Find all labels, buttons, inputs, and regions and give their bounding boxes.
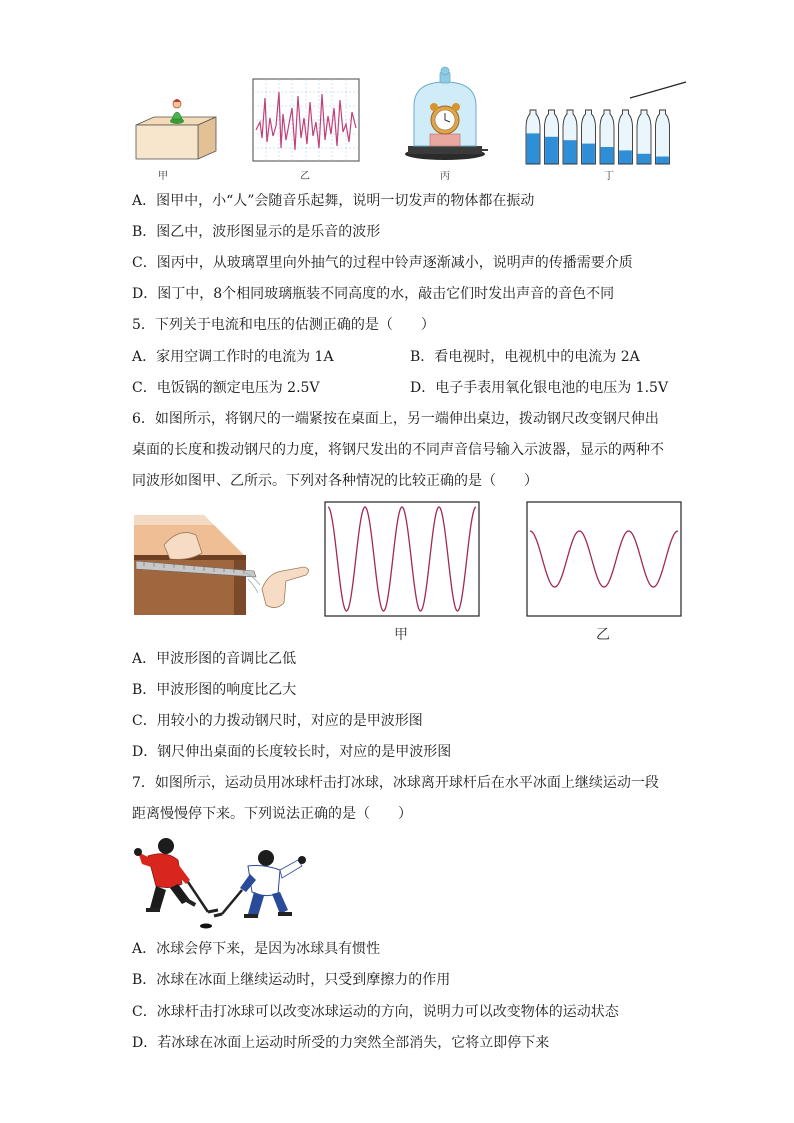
figure-yi-noise-waveform bbox=[252, 78, 360, 162]
q6-option-c: C．用较小的力拨动钢尺时，对应的是甲波形图 bbox=[132, 713, 423, 729]
caption-wave-yi: 乙 bbox=[596, 627, 610, 643]
bottle bbox=[582, 110, 596, 164]
q6-option-a: A．甲波形图的音调比乙低 bbox=[132, 651, 297, 667]
q4-option-c: C．图丙中，从玻璃罩里向外抽气的过程中铃声逐渐减小，说明声的传播需要介质 bbox=[132, 255, 633, 271]
figure-ruler-on-table bbox=[134, 515, 316, 615]
q6-option-b: B．甲波形图的响度比乙大 bbox=[132, 682, 297, 698]
bottle bbox=[545, 110, 559, 164]
q7-stem-line-1: 7．如图所示，运动员用冰球杆击打冰球，冰球离开球杆后在水平冰面上继续运动一段 bbox=[132, 775, 659, 791]
q4-option-a: A．图甲中，小“人”会随音乐起舞，说明一切发声的物体都在振动 bbox=[132, 193, 535, 209]
figure-bing-bell-jar bbox=[400, 66, 490, 164]
q5-option-c: C．电饭锅的额定电压为 2.5V bbox=[132, 380, 320, 396]
q5-option-b: B．看电视时，电视机中的电流为 2A bbox=[410, 349, 640, 365]
caption-bing: 丙 bbox=[440, 171, 450, 182]
q4-option-d: D．图丁中，8个相同玻璃瓶装不同高度的水，敲击它们时发出声音的音色不同 bbox=[132, 286, 615, 302]
q7-stem-line-2: 距离慢慢停下来。下列说法正确的是（ ） bbox=[132, 806, 412, 822]
bottle bbox=[600, 110, 614, 164]
caption-ding: 丁 bbox=[604, 171, 614, 182]
q5-stem: 5．下列关于电流和电压的估测正确的是（ ） bbox=[132, 317, 435, 333]
q7-option-d: D．若冰球在冰面上运动时所受的力突然全部消失，它将立即停下来 bbox=[132, 1035, 550, 1051]
q6-option-d: D．钢尺伸出桌面的长度较长时，对应的是甲波形图 bbox=[132, 744, 452, 760]
q7-option-b: B．冰球在冰面上继续运动时，只受到摩擦力的作用 bbox=[132, 972, 451, 988]
figure-ice-hockey-players bbox=[130, 834, 310, 930]
bottle bbox=[563, 110, 577, 164]
bottle bbox=[637, 110, 651, 164]
q6-stem-line-2: 桌面的长度和拨动钢尺的力度，将钢尺发出的不同声音信号输入示波器，显示的两种不 bbox=[132, 442, 664, 458]
caption-jia: 甲 bbox=[158, 171, 168, 182]
waveform-yi bbox=[526, 501, 682, 617]
q5-option-a: A．家用空调工作时的电流为 1A bbox=[132, 349, 334, 365]
bottle bbox=[656, 110, 670, 164]
figure-ding-bottles bbox=[522, 80, 690, 166]
q6-stem-line-1: 6．如图所示，将钢尺的一端紧按在桌面上，另一端伸出桌边，拨动钢尺改变钢尺伸出 bbox=[132, 411, 659, 427]
q6-stem-line-3: 同波形如图甲、乙所示。下列对各种情况的比较正确的是（ ） bbox=[132, 473, 538, 489]
bottle bbox=[619, 110, 633, 164]
q7-option-a: A．冰球会停下来，是因为冰球具有惯性 bbox=[132, 941, 381, 957]
bottle bbox=[526, 110, 540, 164]
caption-wave-jia: 甲 bbox=[394, 627, 408, 643]
q4-option-b: B．图乙中，波形图显示的是乐音的波形 bbox=[132, 224, 381, 240]
figure-jia-box-dancer bbox=[134, 95, 218, 161]
waveform-jia bbox=[324, 501, 480, 617]
caption-yi: 乙 bbox=[300, 171, 310, 182]
q7-option-c: C．冰球杆击打冰球可以改变冰球运动的方向，说明力可以改变物体的运动状态 bbox=[132, 1004, 619, 1020]
q5-option-d: D．电子手表用氧化银电池的电压为 1.5V bbox=[410, 380, 669, 396]
